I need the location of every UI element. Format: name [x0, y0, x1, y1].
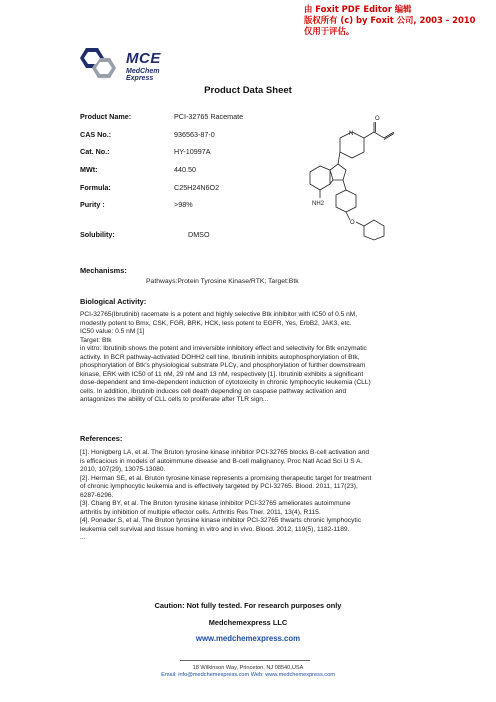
bio-line: activity. In BCR pathway-activated DOHH2 cell line, Ibrutinib inhibits autophosphorylation of Btk,: [80, 353, 360, 361]
reference-line: [4]. Ponader S, et al. The Bruton tyrosine kinase inhibitor PCI-32765 thwarts chronic lymphocytic: [80, 517, 361, 524]
logo-brand-text: MCE: [126, 50, 161, 67]
property-key: Solubility:: [80, 230, 115, 239]
reference-line: 6287-6296.: [80, 491, 114, 499]
bio-line: modestly potent to Bmx, CSK, FGR, BRK, HCK, less potent to EGFR, Yes, ErbB2, JAK3, etc.: [80, 319, 352, 327]
reference-line: is efficacious in models of autoimmune disease and B-cell malignancy. Proc Natl Acad Sci U S A.: [80, 457, 363, 465]
bio-line: cells. In addition, Ibrutinib induces cell death depending on caspase pathway activation and: [80, 387, 347, 395]
bio-line: antagonizes the ability of CLL cells to proliferate after TLR sign...: [80, 396, 269, 403]
watermark-line-1: 由 Foxit PDF Editor 编辑: [304, 4, 412, 14]
reference-line: ...: [80, 534, 86, 541]
address-text: 18 Wilkinson Way, Princeton, NJ 08540,USA: [192, 665, 304, 671]
structure-label-o: O: [375, 116, 380, 122]
property-key: Product Name:: [80, 112, 132, 121]
bio-line: kinase, ERK with IC50 of 11 nM, 29 nM and 13 nM, respectively [1]. Ibrutinib exhibits a significant: [80, 370, 364, 378]
property-value: DMSO: [188, 230, 210, 239]
website-link[interactable]: www.medchemexpress.com: [195, 634, 301, 643]
references-text: [80, 449, 420, 543]
contact-text[interactable]: Email: info@medchemexpress.com Web: www.medchemexpress.com: [161, 672, 335, 678]
company-name: Medchemexpress LLC: [208, 618, 288, 627]
property-key: Cat. No.:: [80, 147, 110, 156]
reference-line: leukemia cell survival and tissue homing in vitro and in vivo. Blood. 2012, 119(5), 1182-1189.: [80, 525, 350, 533]
footer-divider: [180, 660, 310, 661]
watermark-line-3: 仅用于评估。: [304, 26, 355, 36]
mechanisms-value: Pathways:Protein Tyrosine Kinase/RTK; Target:Btk: [146, 278, 299, 285]
bio-line: PCI-32765(Ibrutinib) racemate is a potent and highly selective Btk inhibitor with IC50 of 0.5 nM,: [80, 311, 358, 318]
property-value: 440.50: [174, 165, 196, 174]
page-title: Product Data Sheet: [204, 85, 292, 96]
bio-line: phosphorylation of Btk's physiological substrate PLCγ, and phosphorylation of further downstream: [80, 362, 366, 369]
biological-activity-text: [80, 311, 420, 405]
property-key: Formula:: [80, 183, 111, 192]
property-value: HY-10997A: [174, 147, 211, 156]
chemical-structure: [298, 112, 418, 242]
reference-line: of chronic lymphocytic leukemia and is effectively targeted by PCI-32765. Blood. 2011, 117(23),: [80, 483, 358, 490]
foxit-watermark: [304, 4, 494, 37]
mce-logo[interactable]: [78, 46, 188, 82]
structure-label-nh2: NH2: [312, 201, 325, 207]
property-key: MWt:: [80, 165, 98, 174]
mce-logo-hexagon-icon: [78, 46, 122, 80]
bio-line: IC50 value: 0.5 nM [1]: [80, 328, 145, 335]
property-key: CAS No.:: [80, 130, 112, 139]
property-value: >98%: [174, 200, 193, 209]
reference-line: [2]. Herman SE, et al. Bruton tyrosine kinase represents a promising therapeutic target for treatment: [80, 474, 372, 482]
bio-line: in vitro: Ibrutinib shows the potent and irreversible inhibitory effect and selectivity for Btk enzymatic: [80, 345, 367, 352]
property-key: Purity :: [80, 200, 105, 209]
reference-line: 2010, 107(29), 13075-13080.: [80, 466, 166, 473]
bio-line: dose-dependent and time-dependent induction of cytotoxicity in chronic lymphocytic leukemia (CLL): [80, 379, 371, 386]
logo-sub-text: MedChem Express: [126, 68, 160, 82]
property-value: C25H24N6O2: [174, 183, 220, 192]
references-heading: References:: [80, 434, 123, 443]
mechanisms-heading: Mechanisms:: [80, 266, 127, 275]
property-value: PCI-32765 Racemate: [174, 112, 244, 121]
reference-line: [1]. Honigberg LA, et al. The Bruton tyrosine kinase inhibitor PCI-32765 blocks B-cell activation and: [80, 449, 370, 456]
caution-text: Caution: Not fully tested. For research purposes only: [154, 601, 342, 610]
reference-line: arthritis by inhibition of multiple effector cells. Arthritis Res Ther. 2011, 13(4), R115.: [80, 508, 321, 516]
structure-label-n: N: [349, 131, 354, 137]
reference-line: [3]. Chang BY, et al. The Bruton tyrosine kinase inhibitor PCI-32765 ameliorates autoimmune: [80, 500, 351, 507]
watermark-line-2: 版权所有 (c) by Foxit 公司, 2003 - 2010: [304, 15, 476, 25]
bio-line: Target: Btk: [80, 336, 112, 344]
property-value: 936563-87-0: [174, 130, 215, 139]
biological-activity-heading: Biological Activity:: [80, 297, 147, 306]
structure-label-o2: O: [350, 220, 355, 226]
